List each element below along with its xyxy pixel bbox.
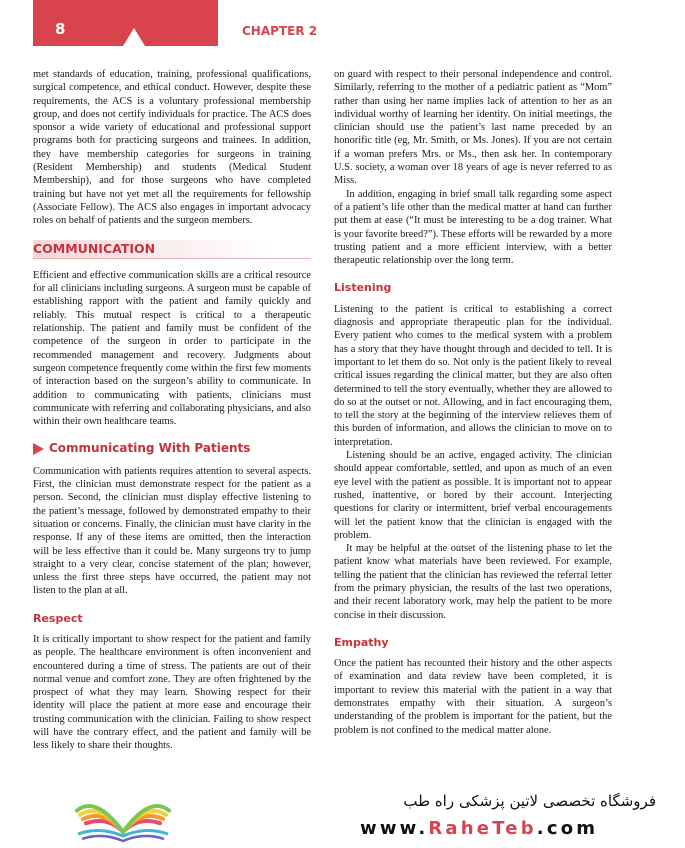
chapter-label: CHAPTER 2 [242,24,318,38]
paragraph-listening-2: Listening should be an active, engaged activity. The clinician should appear comfortable, settled, and upon as much of an even eye level with the patient as possible. It is important not to appear rushed, inattentive, or bored by their account. Interjecting questions for clarity or intermittent, brief verbal encouragements will let the patient know that the clinician is engaged with the problem. [334,450,612,541]
heading-empathy: Empathy [334,635,389,649]
store-url[interactable] [360,818,598,839]
right-column [334,68,612,737]
paragraph-small-talk: In addition, engaging in brief small talk regarding some aspect of a patient’s life other than the medical matter at hand can further put them at ease (“It must be interesting to be a dog trainer. What is your favorite breed?”). These efforts will be rewarded by a more trusting patient and a more efficient interview, with a better therapeutic relationship over the long term. [334,188,612,267]
paragraph-intro: met standards of education, training, professional qualifications, surgical competence, and ethical conduct. However, despite these requirements, the ACS is a voluntary professional membership group, and does not certify individuals for practice. The ACS does sponsor a wide variety of educational and professional support programs both for practicing surgeons and trainees. In addition, they have membership categories for surgeons in training (Resident Membership) and students (Medical Student Membership), and for those surgeons who have completed training but have not yet met all the requirements for fellowship (Associate Fellow). The ACS also engages in important advocacy roles on behalf of patients and the surgeon members. [33,69,311,227]
heading-communication: COMMUNICATION [33,240,311,259]
paragraph-communication: Efficient and effective communication skills are a critical resource for all clinicians including surgeons. A surgeon must be capable of establishing rapport with the patient and family quickly and reliably. This mutual respect is critical to a therapeutic relationship. The patient and family must be confident of the competence of the surgeon in order to participate in the recommended management and recovery. Judgments about surgeon competence frequently come within the first few moments of interaction based on the surgeon’s ability to communicate. In addition to communicating with patients, clinicians must communicate with referring and collaborating physicians, and also within their own healthcare teams. [33,269,311,428]
paragraph-respect: It is critically important to show respect for the patient and family as people. The healthcare environment is often inconvenient and encountered during a time of stress. The patients are out of their normal venue and comfort zone. They are often frightened by the prospect of what they may learn. Showing respect for their identity will place the patient at more ease and encourage their trusting communication with the clinician. Failing to show respect will have the contrary effect, and the patient and family will be less likely to share their thoughts. [33,633,311,752]
paragraph-respect-continued: on guard with respect to their personal independence and control. Similarly, referring to the mother of a pediatric patient as “Mom” rather than using her name implies lack of attention to her as an individual worthy of learning her identity. On initial meetings, the clinician should use the patient’s last name preceded by an honorific title (eg, Mr. Smith, or Ms. Jones). If you are not certain if a woman prefers Mrs. or Ms., then ask her. In contemporary U.S. society, a woman over 18 years of age is never referred to as Miss. [334,69,612,187]
url-brand: RaheTeb [428,818,537,839]
url-prefix: www. [360,818,429,839]
open-book-logo-icon [68,784,178,844]
paragraph-with-patients: Communication with patients requires attention to several aspects. First, the clinician must demonstrate respect for the patient as a person. Second, the clinician must display effective listening to the patient’s message, followed by demonstrated empathy to their situation or concerns. Finally, the clinician must have clarity in the response. If any of these items are omitted, then the interaction will be less effective than it could be. Many surgeons try to jump straight to a very clear, concise statement of the plan; however, unless the first three steps have occurred, the patient may not listen to the plan at all. [33,465,311,597]
heading-listening: Listening [334,281,392,295]
heading-respect: Respect [33,611,83,625]
page-number: 8 [55,20,66,38]
url-suffix: .com [536,818,599,839]
store-name-persian: فروشگاه تخصصی لاتین پزشکی راه طب [403,792,656,810]
triangle-bullet-icon [33,443,44,455]
heading-communicating-with-patients-text: Communicating With Patients [49,441,251,456]
tab-notch [123,28,145,46]
paragraph-listening-3: It may be helpful at the outset of the listening phase to let the patient know what materials have been reviewed. For example, telling the patient that the clinician has reviewed the referral letter from the primary physician, the results of the last two operations, and their recent laboratory work, may help the patient to be more concise in their discussion. [334,543,612,621]
page-number-tab [33,0,218,46]
left-column [33,68,311,753]
paragraph-empathy: Once the patient has recounted their history and the other aspects of examination and data review have been completed, it is important to review this material with the patient in a way that demonstrates empathy with their situation. A surgeon’s understanding of the problem is important for the patient, but the problem is not confined to the medical matter alone. [334,658,612,736]
paragraph-listening-1: Listening to the patient is critical to establishing a correct diagnosis and appropriate therapeutic plan for the individual. Every patient who comes to the medical system with a problem has a story that they have thought through and decided to tell. It is important to let them do so. Not only is the patient likely to reveal critical issues regarding the clinical matter, but they are also often determined to tell the story eventually, whether they are allowed to do so at the outset or not. Allowing, and in fact encouraging them, to tell the story at the beginning of the interview relieves them of this burden of information, and allows the clinician to move on to interpretation. [334,303,612,448]
heading-communicating-with-patients [33,442,311,455]
